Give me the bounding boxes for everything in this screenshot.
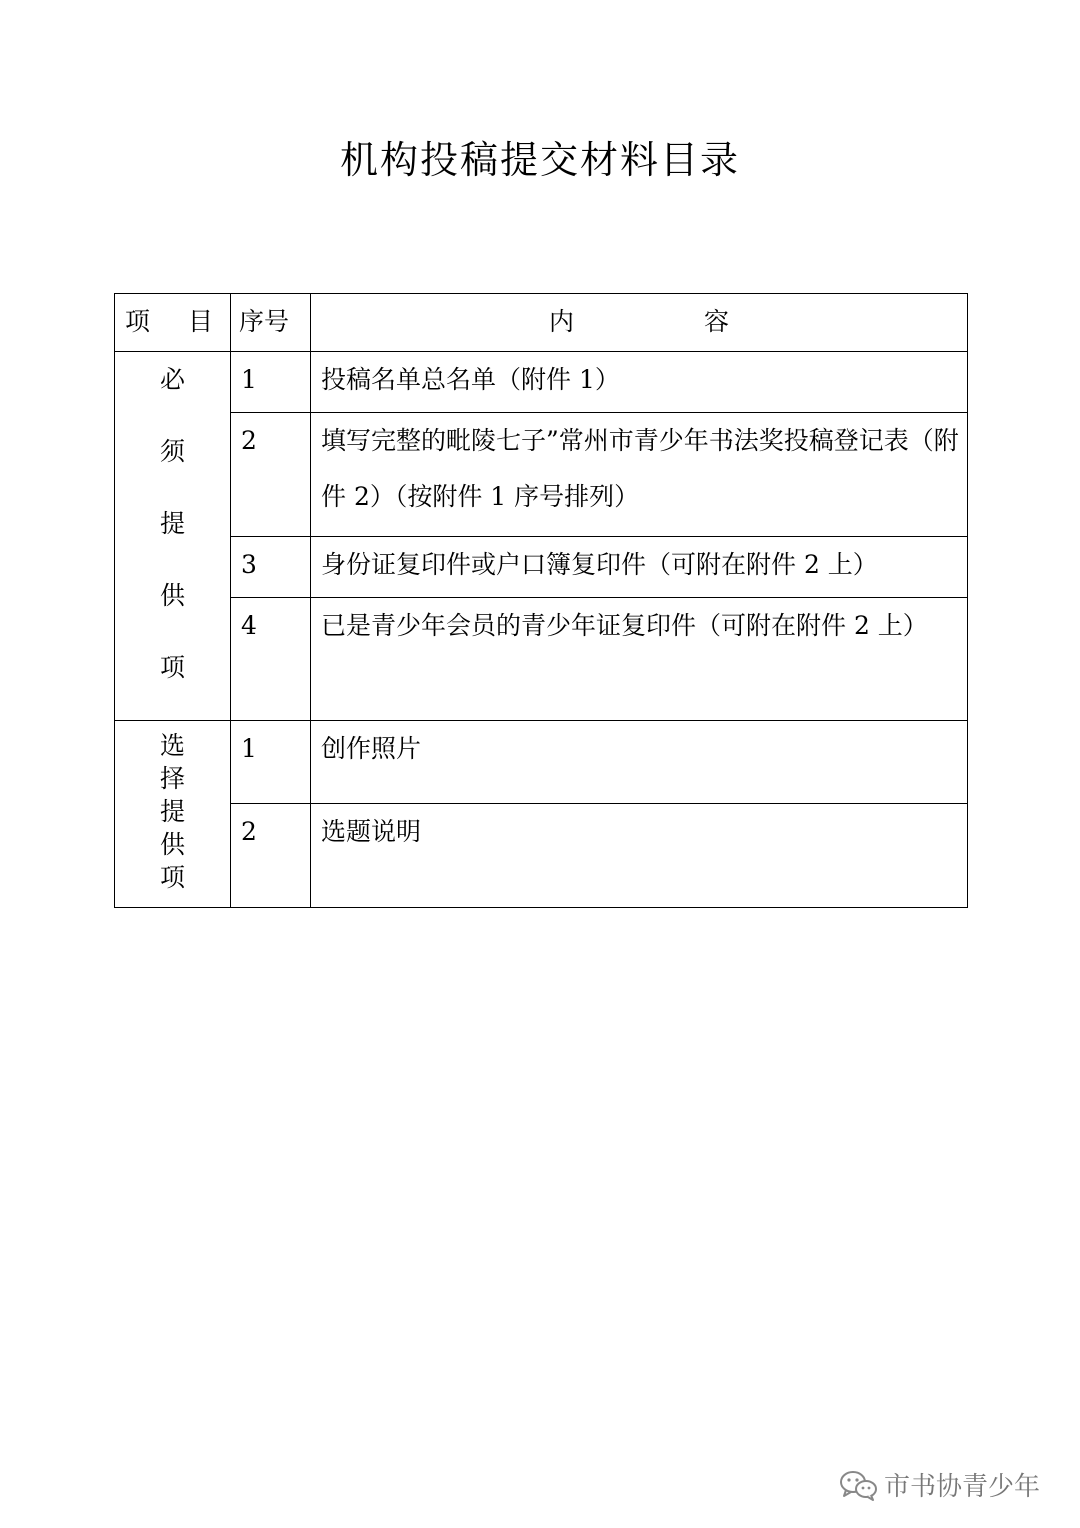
table-row: [115, 721, 968, 804]
header-content-part1: 内: [548, 307, 574, 336]
wechat-watermark: [838, 1466, 1040, 1503]
category-required-char: 必: [159, 365, 185, 394]
row-seq: 1: [231, 721, 311, 804]
category-optional-char: 提: [159, 797, 185, 826]
header-content: [311, 294, 968, 352]
category-optional-char: 选: [159, 731, 185, 760]
table-header-row: [115, 294, 968, 352]
category-optional-char: 择: [159, 764, 185, 793]
row-seq: 2: [231, 804, 311, 908]
row-seq: 2: [231, 413, 311, 537]
category-optional-char: 供: [159, 830, 185, 859]
category-optional: [115, 721, 231, 908]
table-row: [115, 537, 968, 598]
header-category-part1: 项: [125, 307, 151, 336]
table-row: [115, 598, 968, 721]
row-content: 创作照片: [311, 721, 968, 804]
table-row: [115, 413, 968, 537]
category-required-char: 供: [159, 581, 185, 610]
row-content: 投稿名单总名单（附件 1）: [311, 352, 968, 413]
category-required-char: 项: [159, 653, 185, 682]
table-row: [115, 804, 968, 908]
header-category: [115, 294, 231, 352]
header-content-part2: 容: [704, 307, 730, 336]
category-optional-char: 项: [159, 863, 185, 892]
category-required-char: 须: [159, 437, 185, 466]
category-required: [115, 352, 231, 721]
row-seq: 4: [231, 598, 311, 721]
wechat-icon: [838, 1469, 878, 1501]
row-seq: 3: [231, 537, 311, 598]
materials-table: [114, 293, 968, 908]
row-content: 已是青少年会员的青少年证复印件（可附在附件 2 上）: [311, 598, 968, 721]
document-title: 机构投稿提交材料目录: [339, 138, 740, 182]
table-row: [115, 352, 968, 413]
row-content: 身份证复印件或户口簿复印件（可附在附件 2 上）: [311, 537, 968, 598]
header-seq: 序号: [231, 294, 311, 352]
row-content: 填写完整的毗陵七子”常州市青少年书法奖投稿登记表（附件 2）（按附件 1 序号排列）: [311, 413, 968, 537]
row-content: 选题说明: [311, 804, 968, 908]
watermark-text: 市书协青少年: [884, 1472, 1041, 1502]
header-category-part2: 目: [188, 307, 214, 336]
category-required-char: 提: [159, 509, 185, 538]
row-seq: 1: [231, 352, 311, 413]
